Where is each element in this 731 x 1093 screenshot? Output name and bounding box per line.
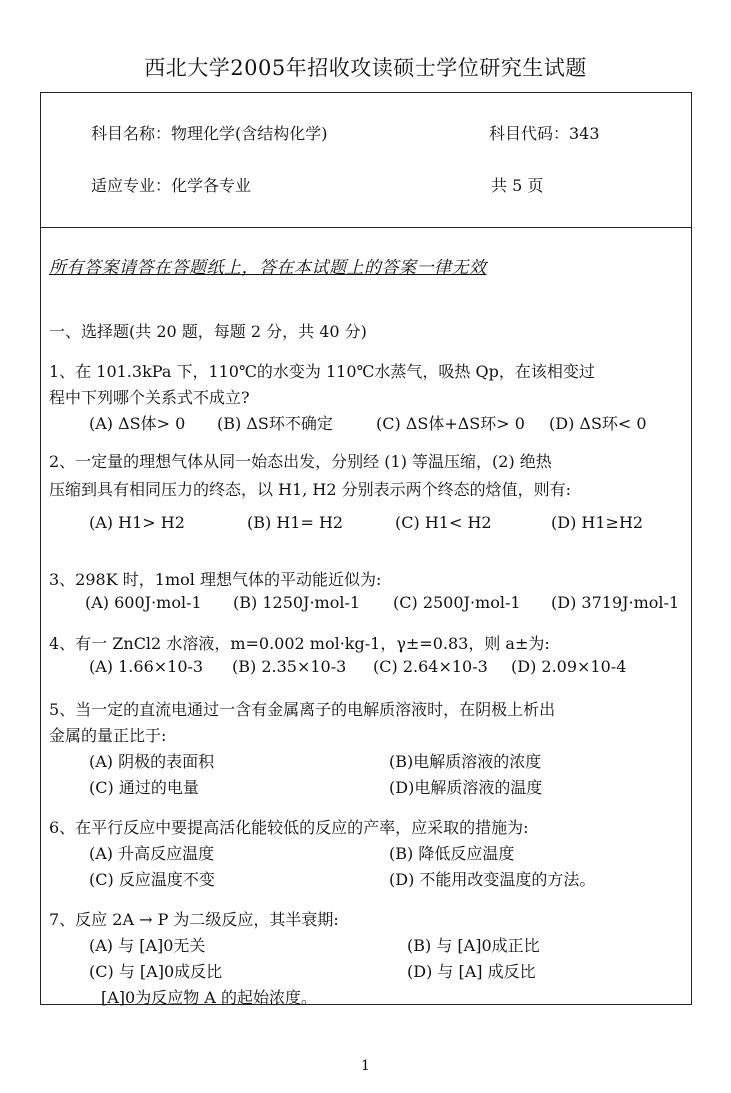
q5-option-b: (B)电解质溶液的浓度 [389,752,542,771]
q3-option-b: (B) 1250J·mol-1 [233,593,361,612]
q4-line1: 4、有一 ZnCl2 水溶液，m=0.002 mol·kg-1，γ±=0.83，则 a±为: [49,634,550,653]
q5-line2: 金属的量正比于: [49,726,167,745]
q5-option-c: (C) 通过的电量 [89,778,199,797]
q6-option-d: (D) 不能用改变温度的方法。 [389,870,596,889]
q7-option-a: (A) 与 [A]0无关 [89,936,206,955]
q5-option-d: (D)电解质溶液的温度 [389,778,543,797]
q7-option-b: (B) 与 [A]0成正比 [407,936,540,955]
q4-option-c: (C) 2.64×10-3 [373,657,488,676]
q1-option-c: (C) ΔS体+ΔS环> 0 [376,414,525,433]
page-count: 共 5 页 [491,176,544,195]
q1-line2: 程中下列哪个关系式不成立? [49,388,250,407]
q7-line1: 7、反应 2A → P 为二级反应，其半衰期: [49,910,339,929]
q3-option-a: (A) 600J·mol-1 [85,593,202,612]
page-number: 1 [361,1058,370,1074]
q2-option-a: (A) H1> H2 [89,513,185,532]
q3-option-d: (D) 3719J·mol-1 [551,593,680,612]
q4-option-d: (D) 2.09×10-4 [511,657,627,676]
q3-line1: 3、298K 时，1mol 理想气体的平动能近似为: [49,570,382,589]
q5-line1: 5、当一定的直流电通过一含有金属离子的电解质溶液时，在阴极上析出 [49,700,556,719]
q2-option-d: (D) H1≥H2 [551,513,644,532]
major: 适应专业：化学各专业 [91,176,252,195]
q1-option-b: (B) ΔS环不确定 [217,414,333,433]
section-heading: 一、选择题(共 20 题，每题 2 分，共 40 分) [49,322,367,341]
q7-note: [A]0为反应物 A 的起始浓度。 [101,988,317,1007]
q6-option-b: (B) 降低反应温度 [389,844,515,863]
q2-line2: 压缩到具有相同压力的终态，以 H1, H2 分别表示两个终态的焓值，则有: [49,480,572,499]
q1-line1: 1、在 101.3kPa 下，110℃的水变为 110℃水蒸气，吸热 Qp，在该相变过 [49,362,595,381]
q7-option-c: (C) 与 [A]0成反比 [89,962,223,981]
q2-line1: 2、一定量的理想气体从同一始态出发，分别经 (1) 等温压缩，(2) 绝热 [49,452,552,471]
q6-option-c: (C) 反应温度不变 [89,870,215,889]
notice: 所有答案请答在答题纸上，答在本试题上的答案一律无效 [49,258,487,278]
exam-header [41,93,691,228]
q7-option-d: (D) 与 [A] 成反比 [407,962,536,981]
q4-option-a: (A) 1.66×10-3 [89,657,204,676]
q1-option-d: (D) ΔS环< 0 [549,414,647,433]
q3-option-c: (C) 2500J·mol-1 [393,593,521,612]
q2-option-b: (B) H1= H2 [247,513,344,532]
q6-option-a: (A) 升高反应温度 [89,844,215,863]
subject-code: 科目代码：343 [489,124,600,143]
q5-option-a: (A) 阴极的表面积 [89,752,215,771]
q6-line1: 6、在平行反应中要提高活化能较低的反应的产率，应采取的措施为: [49,818,529,837]
q2-option-c: (C) H1< H2 [395,513,492,532]
q4-option-b: (B) 2.35×10-3 [232,657,347,676]
q1-option-a: (A) ΔS体> 0 [89,414,186,433]
exam-frame [40,92,692,1005]
subject-name: 科目名称：物理化学(含结构化学) [91,124,328,143]
page-title: 西北大学2005年招收攻读硕士学位研究生试题 [144,56,587,80]
